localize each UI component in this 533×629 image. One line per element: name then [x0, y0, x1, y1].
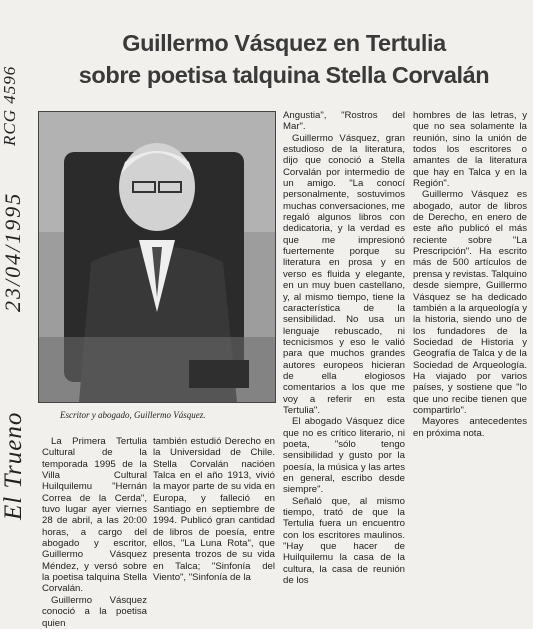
paragraph: también estudió Derecho en la Universidad de Chile. Stella Corvalán nacióen Talca en el año 1913, vivió la mayor parte de su vida en Europa, y falleció en Santiago en septiembre de 1994. Publicó gran cantidad de libros de poesía, entre ellos, "La Luna Rota", que presenta trozos de su vida en Talca; "Sinfonía del Viento", "Sinfonía de la	[153, 436, 275, 584]
headline-line-2: sobre poetisa talquina Stella Corvalán	[78, 62, 490, 88]
article-column-2	[153, 436, 275, 583]
photo-caption: Escritor y abogado, Guillermo Vásquez.	[60, 410, 206, 420]
paragraph: El abogado Vásquez dice que no es crítico literario, ni poeta, "sólo tengo sensibilidad y gusto por la poesía, la música y las artes en general, escribo desde siempre".	[283, 416, 405, 496]
newspaper-name-note: El Trueno	[0, 411, 27, 520]
headline-line-1: Guillermo Vásquez en Tertulia	[122, 30, 446, 56]
paragraph: Señaló que, al mismo tiempo, trató de que la Tertulia fuera un encuentro con los escritores maulinos. "Hay que hacer de Huilquilemu la casa de la cultura, la casa de reunión de los	[283, 495, 405, 587]
paragraph: Guillermo Vásquez, gran estudioso de la literatura, dijo que conoció a Stella Corvalán por intermedio de un amigo. "La conocí personalmente, sostuvimos muchas conversaciones, me regaló algunos libros con dedicatoria, y la verdad es que me impresionó fuertemente porque su literatura en prosa y en verso es fluida y elegante, en un muy buen castellano, y, al mismo tiempo, tiene la característica de la sensibilidad. No usa un lenguaje rebuscado, ni tecnicismos y eso le valió para que muchos grandes autores europeos hicieran de ella elogiosos comentarios a los que me voy a referir en esta Tertulia".	[283, 132, 405, 416]
paragraph: hombres de las letras, y que no sea solamente la reunión, sino la unión de todos los escritores o amantes de la literatura que hay en Talca y en la Región".	[413, 110, 527, 190]
paragraph: La Primera Tertulia Cultural de la temporada 1995 de la Villa Cultural Huilquilemu "Hernán Correa de la Cerda", tuvo lugar ayer viernes 28 de abril, a las 20:00 horas, a cargo del abogado y escritor, Guillermo Vásquez Méndez, y versó sobre la poetisa talquina Stella Corvalán.	[42, 436, 147, 595]
paragraph: Guillermo Vásquez es abogado, autor de libros de Derecho, en enero de este año publicó el más reciente sobre "La Prescripción". Ha escrito más de 500 artículos de prensa y revistas. Talquino desde siempre, Guillermo Vásquez se ha dedicado también a la arqueología y la historia, siendo uno de los fundadores de la Sociedad de Historia y Geografía de Talca y de la Sociedad de Arqueología. Ha viajado por varios países, y sostiene que "lo que uno recibe tienen que compartirlo".	[413, 189, 527, 416]
paragraph: Guillermo Vásquez conoció a la poetisa quien	[42, 594, 147, 629]
paragraph: Angustia", "Rostros del Mar".	[283, 110, 405, 133]
portrait-illustration	[39, 112, 275, 402]
paragraph: Mayores antecedentes en próxima nota.	[413, 416, 527, 439]
article-column-3	[283, 110, 405, 586]
archive-code-note: RCG 4596	[0, 65, 19, 146]
portrait-photo	[38, 111, 276, 403]
article-column-4	[413, 110, 527, 439]
date-note: 23/04/1995	[0, 191, 25, 312]
